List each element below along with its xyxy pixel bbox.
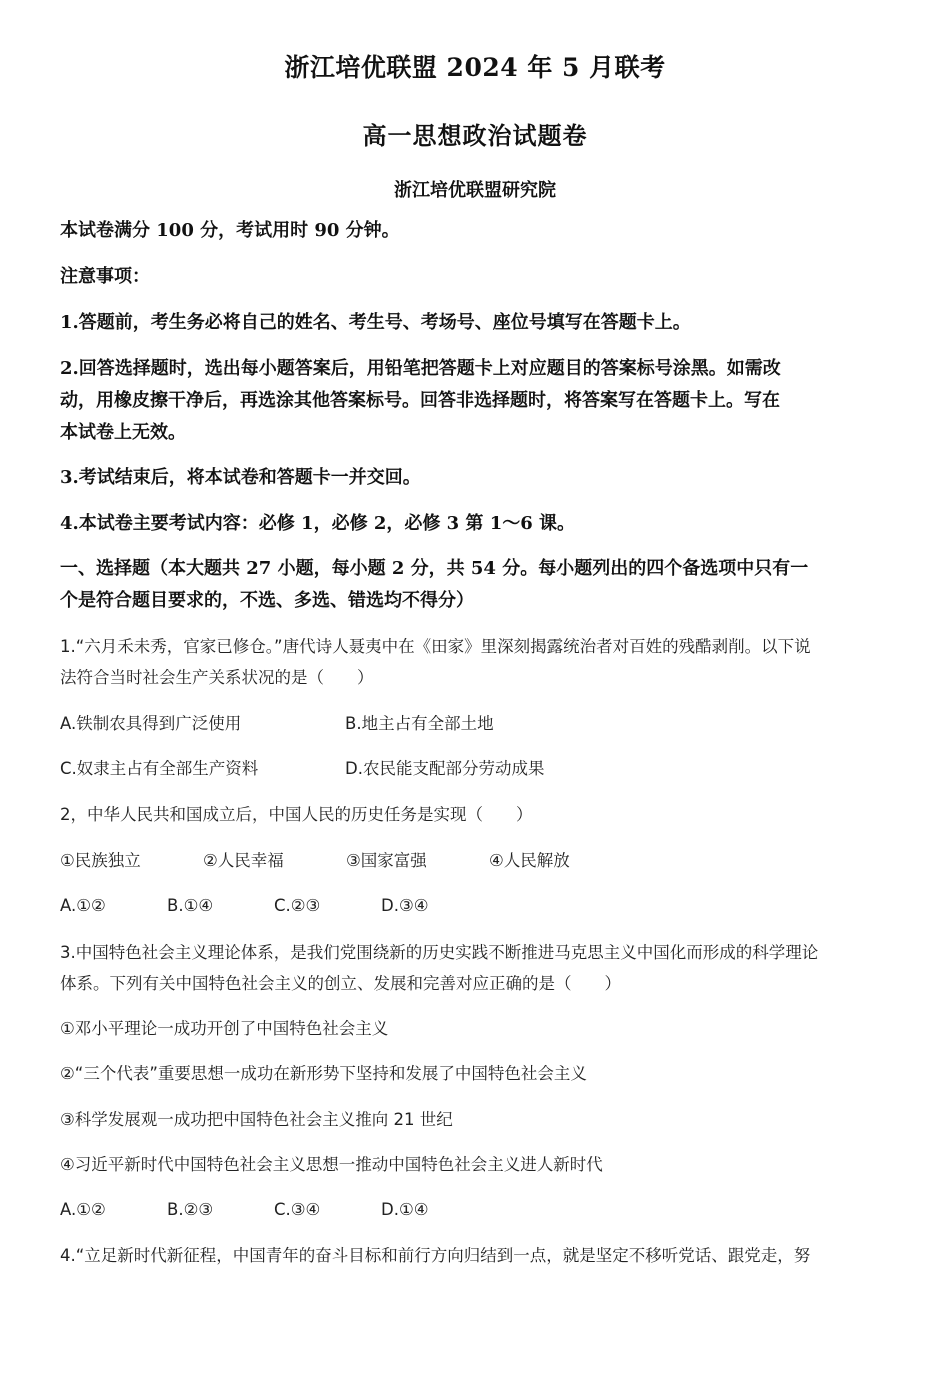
question-1-option-b: B.地主占有全部土地 [345, 714, 494, 733]
question-2-option-b: B.①④ [167, 896, 214, 915]
question-1-option-d: D.农民能支配部分劳动成果 [345, 759, 545, 778]
question-3-line-2: 体系。下列有关中国特色社会主义的创立、发展和完善对应正确的是（ ） [60, 974, 621, 993]
question-2-item-1: ①民族独立 [60, 851, 141, 870]
question-3-option-a: A.①② [60, 1200, 106, 1219]
question-3-item-3: ③科学发展观一成功把中国特色社会主义推向 21 世纪 [60, 1110, 453, 1129]
question-2-stem: 2，中华人民共和国成立后，中国人民的历史任务是实现（ ） [60, 805, 533, 824]
question-3-line-1: 3.中国特色社会主义理论体系，是我们党围绕新的历史实践不断推进马克思主义中国化而形成的科学理论 [60, 943, 819, 962]
question-3-item-1: ①邓小平理论一成功开创了中国特色社会主义 [60, 1019, 389, 1038]
question-2-option-d: D.③④ [381, 896, 429, 915]
section-heading-line-1: 一、选择题（本大题共 27 小题，每小题 2 分，共 54 分。每小题列出的四个备选项中只有一 [60, 558, 809, 579]
question-3-option-b: B.②③ [167, 1200, 214, 1219]
notice-item-2-line-1: 2.回答选择题时，选出每小题答案后，用铅笔把答题卡上对应题目的答案标号涂黑。如需改 [60, 358, 781, 379]
question-2-item-2: ②人民幸福 [203, 851, 284, 870]
question-2-item-3: ③国家富强 [346, 851, 427, 870]
question-1-line-2: 法符合当时社会生产关系状况的是（ ） [60, 668, 374, 687]
question-3-item-2: ②“三个代表”重要思想一成功在新形势下坚持和发展了中国特色社会主义 [60, 1064, 587, 1083]
question-3-item-4: ④习近平新时代中国特色社会主义思想一推动中国特色社会主义进人新时代 [60, 1155, 603, 1174]
exam-title: 浙江培优联盟 2024 年 5 月联考 [284, 53, 666, 82]
question-1-option-c: C.奴隶主占有全部生产资料 [60, 759, 259, 778]
notice-item-4: 4.本试卷主要考试内容：必修 1，必修 2，必修 3 第 1～6 课。 [60, 513, 576, 534]
section-heading-line-2: 个是符合题目要求的，不选、多选、错选均不得分） [60, 590, 474, 611]
question-1-option-a: A.铁制农具得到广泛使用 [60, 714, 242, 733]
score-time-note: 本试卷满分 100 分，考试用时 90 分钟。 [60, 220, 400, 241]
notice-item-2-line-2: 动，用橡皮擦干净后，再选涂其他答案标号。回答非选择题时，将答案写在答题卡上。写在 [60, 390, 780, 411]
question-2-item-4: ④人民解放 [489, 851, 570, 870]
notice-item-1: 1.答题前，考生务必将自己的姓名、考生号、考场号、座位号填写在答题卡上。 [60, 312, 691, 333]
question-2-option-c: C.②③ [274, 896, 321, 915]
exam-subtitle: 高一思想政治试题卷 [362, 121, 588, 150]
question-3-option-d: D.①④ [381, 1200, 429, 1219]
notice-item-3: 3.考试结束后，将本试卷和答题卡一并交回。 [60, 467, 421, 488]
notice-item-2-line-3: 本试卷上无效。 [60, 422, 186, 443]
question-1-line-1: 1.“六月禾未秀，官家已修仓。”唐代诗人聂夷中在《田家》里深刻揭露统治者对百姓的残酷剥削。以下说 [60, 637, 811, 656]
question-4-line-1: 4.“立足新时代新征程，中国青年的奋斗目标和前行方向归结到一点，就是坚定不移听党话、跟党走，努 [60, 1246, 811, 1265]
notice-title: 注意事项： [60, 266, 150, 287]
question-3-option-c: C.③④ [274, 1200, 321, 1219]
question-2-option-a: A.①② [60, 896, 106, 915]
exam-organization: 浙江培优联盟研究院 [394, 180, 556, 201]
